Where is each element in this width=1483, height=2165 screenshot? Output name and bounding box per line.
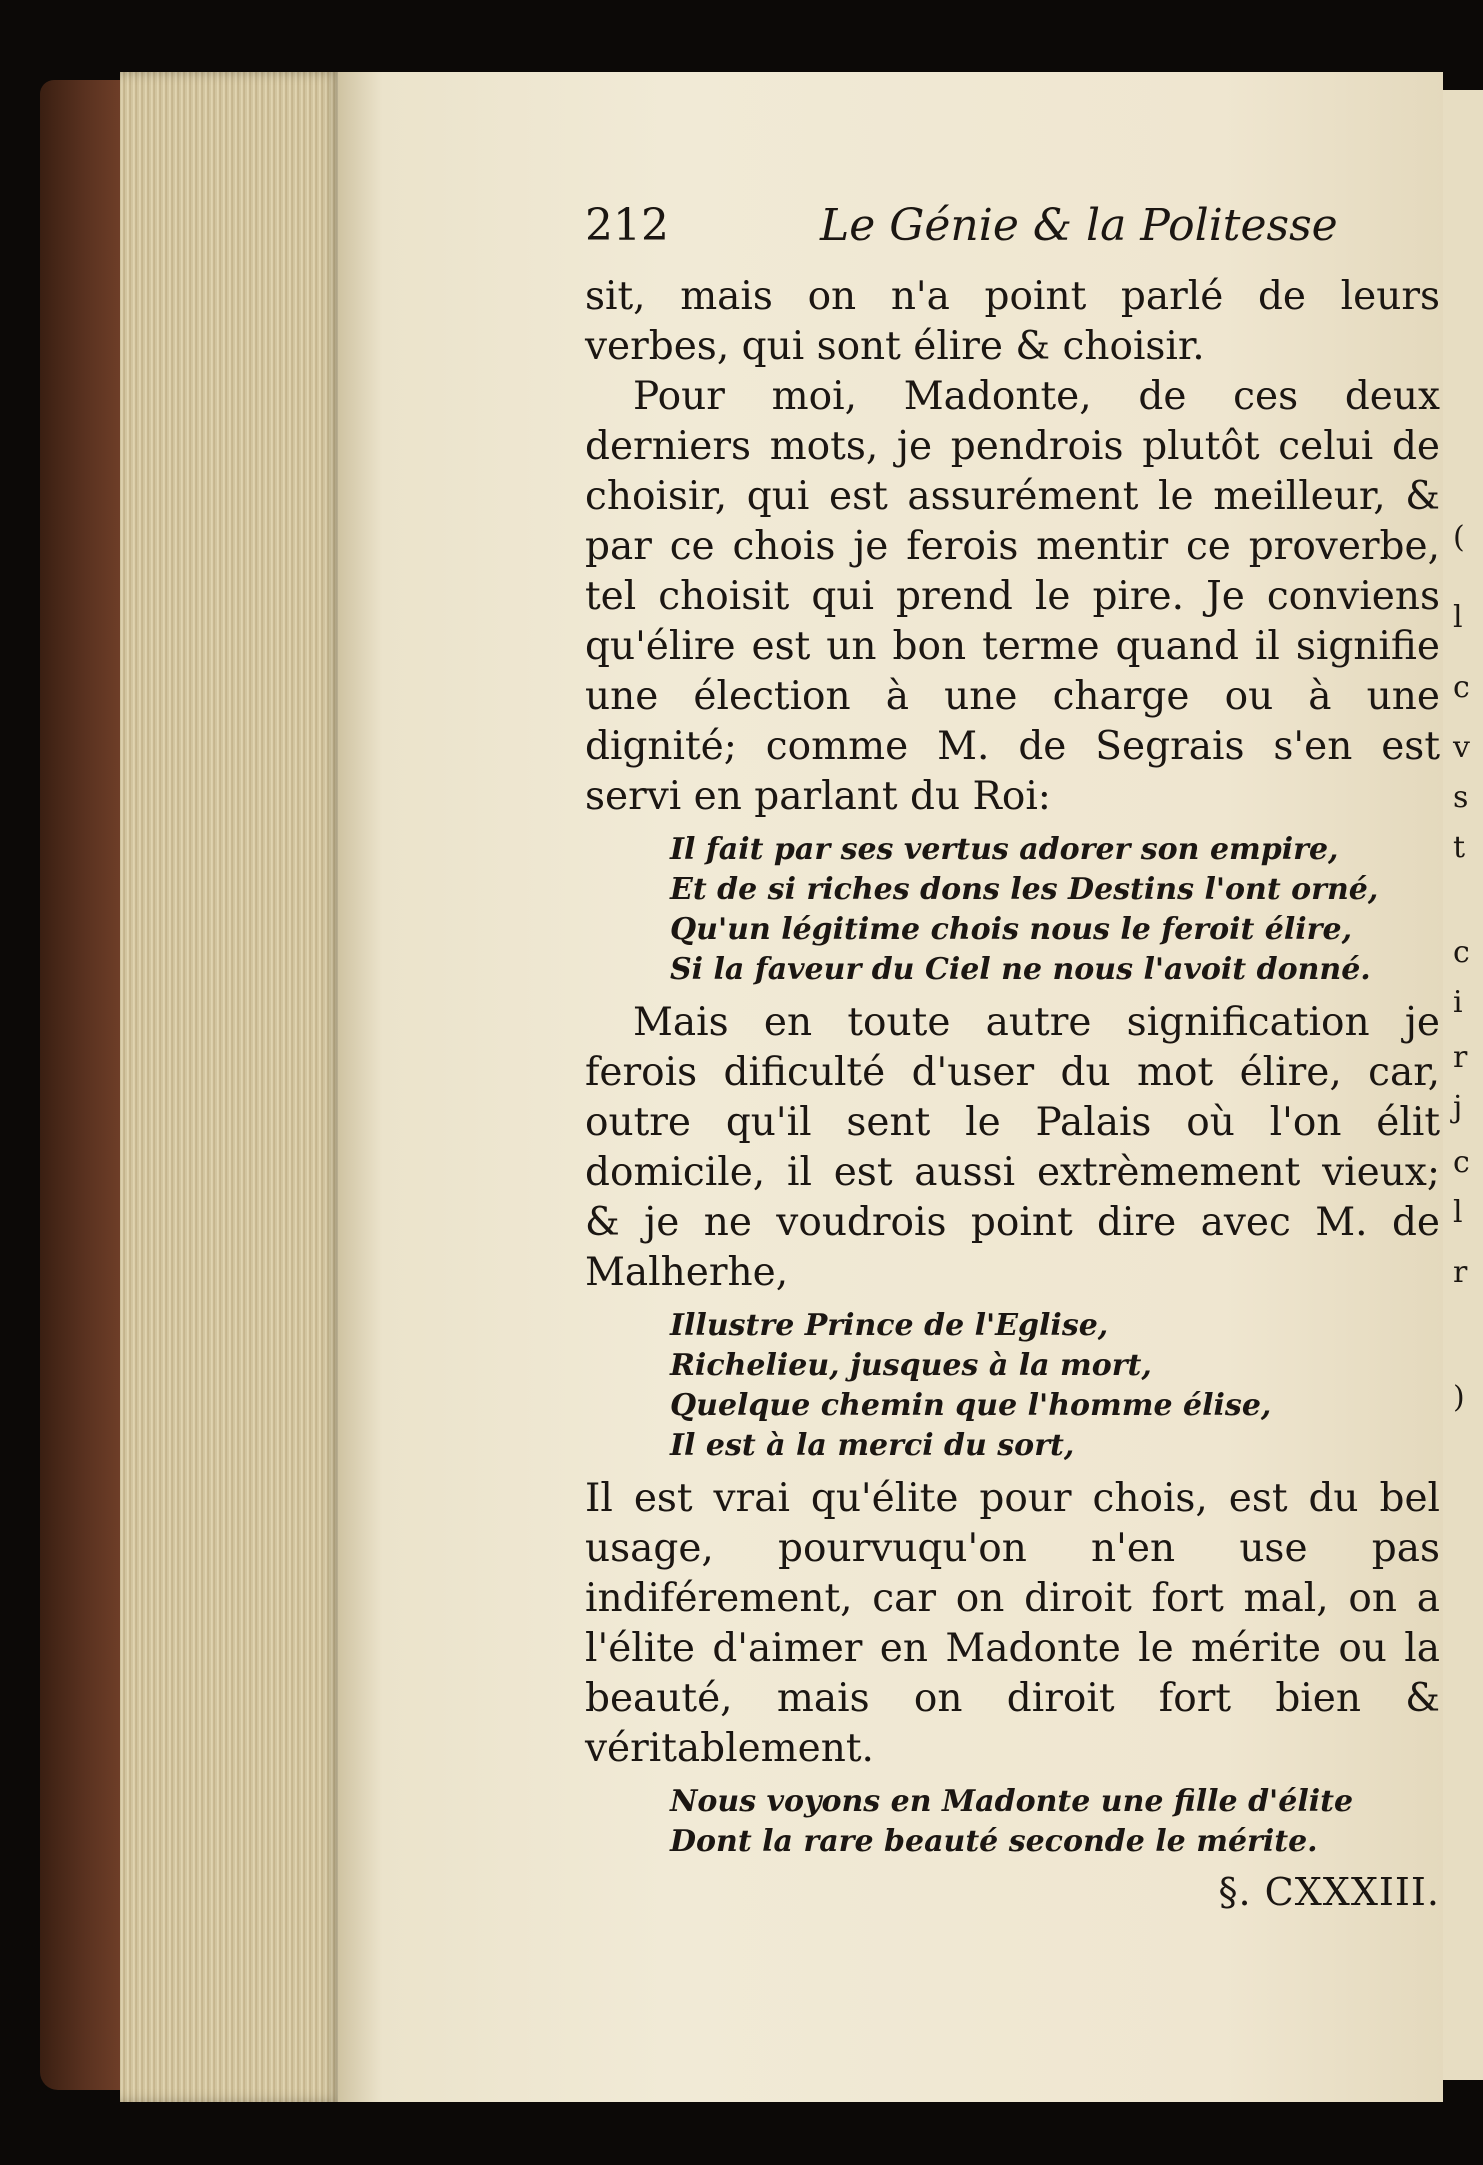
facing-mark: l bbox=[1453, 1195, 1463, 1230]
facing-mark: v bbox=[1453, 730, 1470, 765]
paragraph: Il est vrai qu'élite pour chois, est du bel usage, pourvuqu'on n'en use pas indiférement, car on diroit fort mal, on a l'élite d'aimer en Madonte le mérite ou la beauté, mais on diroit fort bien & véritablement. bbox=[585, 1476, 1440, 1771]
verse-line: Illustre Prince de l'Eglise, bbox=[670, 1308, 1109, 1343]
verse-line: Et de si riches dons les Destins l'ont orné, bbox=[670, 872, 1379, 907]
verse-line: Dont la rare beauté seconde le mérite. bbox=[670, 1824, 1318, 1859]
facing-mark: t bbox=[1453, 830, 1466, 865]
facing-mark: i bbox=[1453, 985, 1463, 1020]
verse-line: Il fait par ses vertus adorer son empire, bbox=[670, 832, 1339, 867]
facing-mark: s bbox=[1453, 780, 1469, 815]
facing-mark: l bbox=[1453, 600, 1463, 635]
page-header bbox=[585, 200, 1440, 260]
verse-line: Qu'un légitime chois nous le feroit élire, bbox=[670, 912, 1353, 947]
facing-mark: c bbox=[1453, 935, 1470, 970]
paragraph: sit, mais on n'a point parlé de leurs verbes, qui sont élire & choisir. bbox=[585, 274, 1440, 369]
facing-page-edge bbox=[1443, 90, 1483, 2080]
facing-mark: r bbox=[1453, 1255, 1468, 1290]
verse-quotation bbox=[670, 1306, 1440, 1466]
verse-line: Nous voyons en Madonte une fille d'élite bbox=[670, 1784, 1354, 1819]
paragraph: Mais en toute autre signification je ferois dificulté d'user du mot élire, car, outre qu'il sent le Palais où l'on élit domicile, il est aussi extrèmement vieux; & je ne voudrois point dire avec M. de Malherhe, bbox=[585, 1000, 1440, 1295]
verse-line: Quelque chemin que l'homme élise, bbox=[670, 1388, 1272, 1423]
facing-mark: ) bbox=[1453, 1380, 1465, 1415]
paragraph: Pour moi, Madonte, de ces deux derniers mots, je pendrois plutôt celui de choisir, qui est assurément le meilleur, & par ce chois je ferois mentir ce proverbe, tel choisit qui prend le pire. Je conviens qu'élire est un bon terme quand il signifie une élection à une charge ou à une dignité; comme M. de Segrais s'en est servi en parlant du Roi: bbox=[585, 374, 1440, 819]
verse-quotation bbox=[670, 1782, 1440, 1862]
verse-line: Si la faveur du Ciel ne nous l'avoit donné. bbox=[670, 952, 1371, 987]
verse-quotation bbox=[670, 830, 1440, 990]
facing-mark: c bbox=[1453, 1145, 1470, 1180]
facing-mark: ( bbox=[1453, 520, 1465, 555]
facing-mark: j bbox=[1453, 1090, 1463, 1125]
facing-mark: r bbox=[1453, 1040, 1468, 1075]
verse-line: Il est à la merci du sort, bbox=[670, 1428, 1075, 1463]
facing-mark: c bbox=[1453, 670, 1470, 705]
catchword: §. CXXXIII. bbox=[1218, 1870, 1440, 1914]
running-title: Le Génie & la Politesse bbox=[820, 200, 1338, 251]
page-number: 212 bbox=[585, 200, 669, 251]
verse-line: Richelieu, jusques à la mort, bbox=[670, 1348, 1152, 1383]
page-content bbox=[585, 200, 1440, 1914]
page-block-edges bbox=[120, 72, 342, 2102]
